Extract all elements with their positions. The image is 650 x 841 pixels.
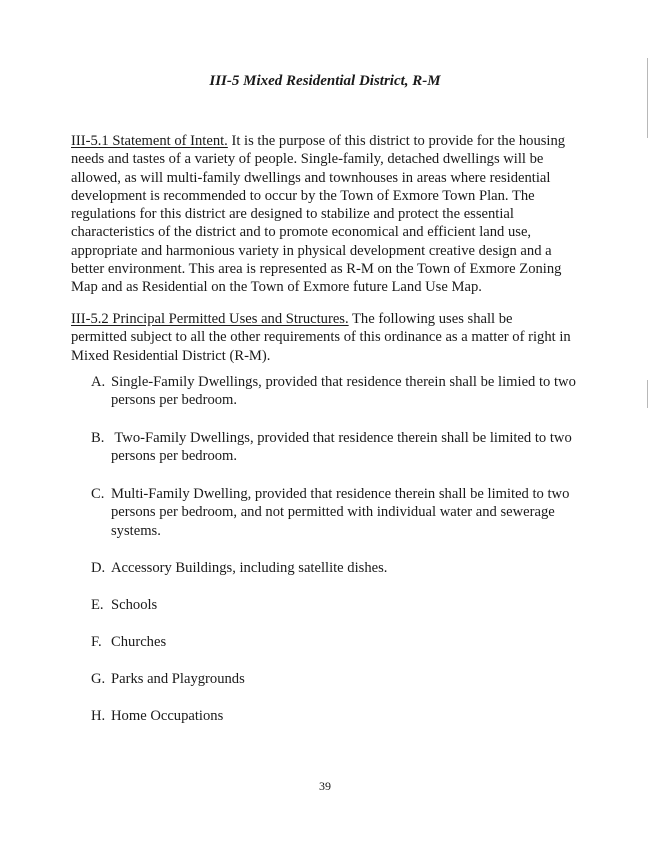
list-item (91, 429, 591, 466)
section-heading: III-5.1 Statement of Intent. (71, 133, 228, 149)
scan-edge-mark (647, 58, 648, 138)
list-letter: E. (91, 597, 104, 613)
section-body: The following uses shall be permitted subject to all the other requirements of this ordinance as a matter of right in Mixed Residential District (R-M). (71, 311, 571, 364)
scan-edge-mark (647, 380, 648, 408)
list-item-text: Parks and Playgrounds (111, 671, 245, 687)
list-item-text: Home Occupations (111, 708, 224, 724)
list-item (91, 707, 591, 725)
permitted-uses-paragraph (71, 310, 571, 365)
list-letter: C. (91, 486, 105, 502)
list-item-text: Single-Family Dwellings, provided that residence therein shall be limied to two persons per bedroom. (111, 374, 576, 409)
statement-of-intent-paragraph (71, 132, 571, 297)
page-title: III-5 Mixed Residential District, R-M (209, 73, 441, 89)
list-letter: B. (91, 430, 105, 446)
list-letter: A. (91, 374, 106, 390)
list-letter: G. (91, 671, 106, 687)
section-body: It is the purpose of this district to provide for the housing needs and tastes of a variety of people. Single-family, detached dwellings will be allowed, as will multi-family dwellings and townhouses in areas where residential development is recommended to occur by the Town of Exmore Town Plan. The regulations for this district are designed to stabilize and protect the essential characteristics of the district and to promote economical and efficient land use, appropriate and harmonious variety in physical development creative design and a better environment. This area is represented as R-M on the Town of Exmore Zoning Map and as Residential on the Town of Exmore future Land Use Map. (71, 133, 566, 296)
list-item-text: Multi-Family Dwelling, provided that residence therein shall be limited to two persons per bedroom, and not permitted with individual water and sewerage systems. (111, 486, 570, 539)
list-item-text: Two-Family Dwellings, provided that residence therein shall be limited to two persons per bedroom. (111, 430, 572, 465)
list-item-text: Churches (111, 634, 167, 650)
list-item (91, 485, 591, 540)
list-item (91, 670, 591, 688)
page-number: 39 (319, 779, 331, 793)
list-item (91, 633, 591, 651)
list-item (91, 596, 591, 614)
section-heading: III-5.2 Principal Permitted Uses and Structures. (71, 311, 349, 327)
list-item-text: Accessory Buildings, including satellite dishes. (111, 560, 388, 576)
list-item (91, 559, 591, 577)
list-item (91, 373, 591, 410)
list-letter: D. (91, 560, 106, 576)
list-letter: F. (91, 634, 102, 650)
list-letter: H. (91, 708, 106, 724)
list-item-text: Schools (111, 597, 158, 613)
